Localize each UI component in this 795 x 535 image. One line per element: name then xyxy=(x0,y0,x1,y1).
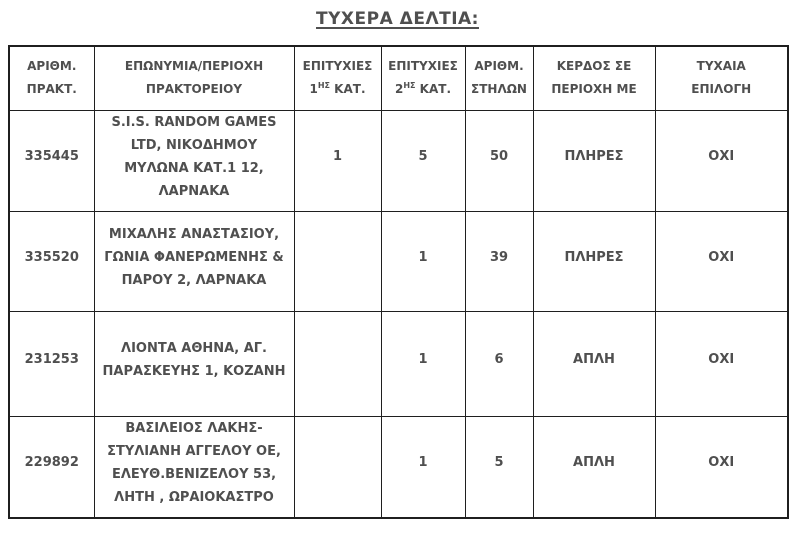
cell-cat2-wins: 1 xyxy=(381,311,465,416)
cell-agency-number: 231253 xyxy=(9,311,94,416)
column-header-random-selection xyxy=(655,46,788,110)
ordinal-suffix: ΗΣ xyxy=(403,81,416,91)
header-line: ΣΤΗΛΩΝ xyxy=(471,82,527,97)
cell-columns-count: 50 xyxy=(465,110,533,211)
cell-random-selection: ΟΧΙ xyxy=(655,416,788,518)
table-row xyxy=(9,416,788,518)
column-header-columns-count xyxy=(465,46,533,110)
cell-profit-area: ΠΛΗΡΕΣ xyxy=(533,110,655,211)
header-line: ΠΡΑΚΤΟΡΕΙΟΥ xyxy=(145,82,243,97)
cell-cat1-wins xyxy=(294,211,381,311)
cell-columns-count: 39 xyxy=(465,211,533,311)
column-header-agency-name-area xyxy=(94,46,294,110)
cell-agency-name-area: S.I.S. RANDOM GAMES LTD, ΝΙΚΟΔΗΜΟΥ ΜΥΛΩΝΑ ΚΑΤ.1 12, ΛΑΡΝΑΚΑ xyxy=(94,110,294,211)
cell-cat2-wins: 1 xyxy=(381,416,465,518)
cell-cat1-wins xyxy=(294,311,381,416)
header-line: ΚΕΡΔΟΣ ΣΕ xyxy=(556,59,632,74)
cell-cat2-wins: 5 xyxy=(381,110,465,211)
cell-agency-name-area: ΒΑΣΙΛΕΙΟΣ ΛΑΚΗΣ-ΣΤΥΛΙΑΝΗ ΑΓΓΕΛΟΥ ΟΕ, ΕΛΕΥΘ.ΒΕΝΙΖΕΛΟΥ 53, ΛΗΤΗ , ΩΡΑΙΟΚΑΣΤΡΟ xyxy=(94,416,294,518)
table-row xyxy=(9,211,788,311)
cell-cat1-wins: 1 xyxy=(294,110,381,211)
cell-cat2-wins: 1 xyxy=(381,211,465,311)
header-line: ΕΠΙΤΥΧΙΕΣ xyxy=(302,59,373,74)
header-line: ΕΠΩΝΥΜΙΑ/ΠΕΡΙΟΧΗ xyxy=(124,59,264,74)
cell-profit-area: ΠΛΗΡΕΣ xyxy=(533,211,655,311)
table-row xyxy=(9,311,788,416)
cell-random-selection: ΟΧΙ xyxy=(655,211,788,311)
header-line: ΕΠΙΛΟΓΗ xyxy=(691,82,752,97)
header-line: ΤΥΧΑΙΑ xyxy=(696,59,746,74)
cell-random-selection: ΟΧΙ xyxy=(655,110,788,211)
column-header-agency-number xyxy=(9,46,94,110)
ordinal-suffix: ΗΣ xyxy=(317,81,330,91)
header-line: ΕΠΙΤΥΧΙΕΣ xyxy=(388,59,458,74)
cell-profit-area: ΑΠΛΗ xyxy=(533,416,655,518)
cell-random-selection: ΟΧΙ xyxy=(655,311,788,416)
header-line: ΑΡΙΘΜ. xyxy=(474,59,524,74)
cell-agency-number: 335445 xyxy=(9,110,94,211)
header-line xyxy=(384,78,463,101)
table-header-row xyxy=(9,46,788,110)
cell-agency-name-area: ΛΙΟΝΤΑ ΑΘΗΝΑ, ΑΓ. ΠΑΡΑΣΚΕΥΗΣ 1, ΚΟΖΑΝΗ xyxy=(94,311,294,416)
column-header-cat2-wins xyxy=(381,46,465,110)
cell-agency-number: 335520 xyxy=(9,211,94,311)
page-title: ΤΥΧΕΡΑ ΔΕΛΤΙΑ: xyxy=(316,9,479,29)
cell-cat1-wins xyxy=(294,416,381,518)
cell-profit-area: ΑΠΛΗ xyxy=(533,311,655,416)
column-header-profit-area xyxy=(533,46,655,110)
cell-columns-count: 6 xyxy=(465,311,533,416)
header-line: ΑΡΙΘΜ. xyxy=(27,59,77,74)
ordinal-number: 2 xyxy=(394,82,404,97)
header-line xyxy=(297,78,379,101)
header-line: ΠΡΑΚΤ. xyxy=(26,82,77,97)
header-line-rest: ΚΑΤ. xyxy=(415,82,452,97)
header-line: ΠΕΡΙΟΧΗ ΜΕ xyxy=(551,82,637,97)
header-line-rest: ΚΑΤ. xyxy=(330,82,366,97)
cell-agency-number: 229892 xyxy=(9,416,94,518)
cell-agency-name-area: ΜΙΧΑΛΗΣ ΑΝΑΣΤΑΣΙΟΥ, ΓΩΝΙΑ ΦΑΝΕΡΩΜΕΝΗΣ & ΠΑΡΟΥ 2, ΛΑΡΝΑΚΑ xyxy=(94,211,294,311)
cell-columns-count: 5 xyxy=(465,416,533,518)
lucky-tickets-table xyxy=(8,45,789,519)
table-row xyxy=(9,110,788,211)
column-header-cat1-wins xyxy=(294,46,381,110)
ordinal-number: 1 xyxy=(309,82,318,97)
